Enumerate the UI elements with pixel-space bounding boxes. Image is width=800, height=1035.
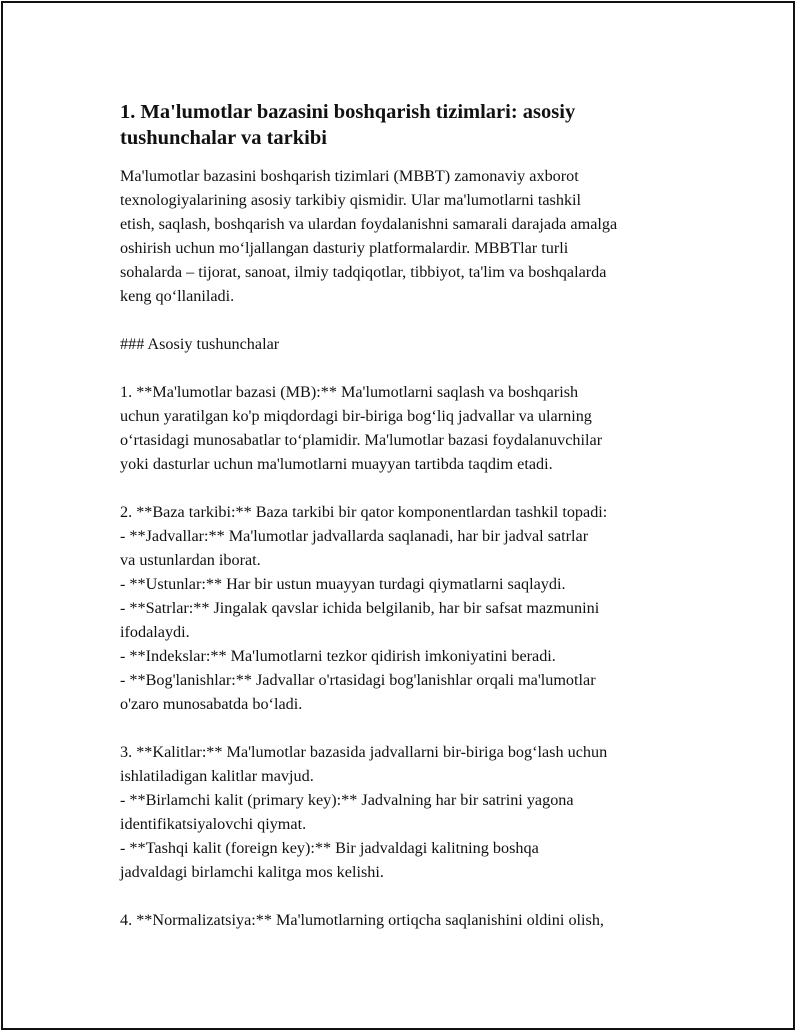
intro-paragraph: Ma'lumotlar bazasini boshqarish tizimlari (MBBT) zamonaviy axborot texnologiyalarining asosiy tarkibiy qismidir. Ular ma'lumotlarni tashkil etish, saqlash, boshqarish va ulardan foydalanishni samarali darajada amalga oshirish uchun mo‘ljallangan dasturiy platformalardir. MBBTlar turli sohalarda – tijorat, sanoat, ilmiy tadqiqotlar, tibbiyot, ta'lim va boshqalarda keng qo‘llaniladi. (120, 167, 618, 305)
list-item-keys: 3. **Kalitlar:** Ma'lumotlar bazasida jadvallarni bir-biriga bog‘lash uchun ishlatiladigan kalitlar mavjud. - **Birlamchi kalit (primary key):** Jadvalning har bir satrini yagona identifikatsiyalovchi qiymat. - **Tashqi kalit (foreign key):** Bir jadvaldagi kalitning boshqa jadvaldagi birlamchi kalitga mos kelishi. (120, 743, 608, 881)
document-content (120, 99, 695, 932)
section-heading: ### Asosiy tushunchalar (120, 335, 280, 353)
list-item-structure: 2. **Baza tarkibi:** Baza tarkibi bir qator komponentlardan tashkil topadi: - **Jadvallar:** Ma'lumotlar jadvallarda saqlanadi, har bir jadval satrlar va ustunlardan iborat. - **Ustunlar:** Har bir ustun muayyan turdagi qiymatlarni saqlaydi. - **Satrlar:** Jingalak qavslar ichida belgilanib, har bir safsat mazmunini ifodalaydi. - **Indekslar:** Ma'lumotlarni tezkor qidirish imkoniyatini beradi. - **Bog'lanishlar:** Jadvallar o'rtasidagi bog'lanishlar orqali ma'lumotlar o'zaro munosabatda bo‘ladi. (120, 503, 608, 713)
list-item-database: 1. **Ma'lumotlar bazasi (MB):** Ma'lumotlarni saqlash va boshqarish uchun yaratilgan ko'p miqdordagi bir-biriga bog‘liq jadvallar va ularning o‘rtasidagi munosabatlar to‘plamidir. Ma'lumotlar bazasi foydalanuvchilar yoki dasturlar uchun ma'lumotlarni muayyan tartibda taqdim etadi. (120, 383, 603, 473)
document-page (1, 1, 795, 1030)
list-item-normalization: 4. **Normalizatsiya:** Ma'lumotlarning ortiqcha saqlanishini oldini olish, (120, 911, 604, 929)
document-title: 1. Ma'lumotlar bazasini boshqarish tizimlari: asosiy tushunchalar va tarkibi (120, 101, 576, 149)
